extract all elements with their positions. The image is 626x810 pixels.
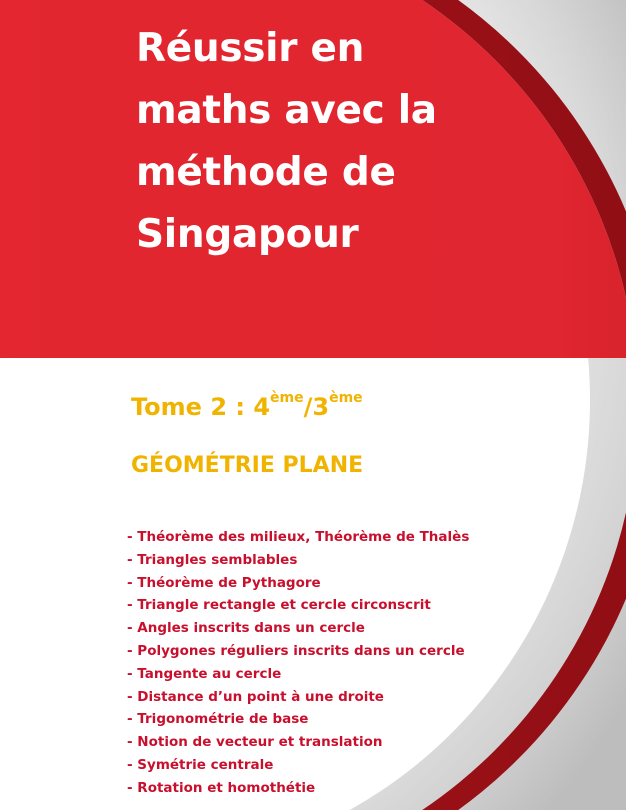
- topic-item: - Théorème des milieux, Théorème de Thalès: [127, 529, 470, 545]
- topic-item: - Distance d’un point à une droite: [127, 688, 384, 705]
- tome-label: [131, 392, 363, 422]
- tome-sup-1: ème: [270, 390, 304, 406]
- title-line-4: Singapour: [136, 212, 359, 257]
- topic-item: - Triangles semblables: [127, 551, 298, 568]
- title-line-3: méthode de: [136, 150, 396, 195]
- topic-item: - Angles inscrits dans un cercle: [127, 620, 365, 637]
- topic-item: - Polygones réguliers inscrits dans un cercle: [127, 642, 465, 659]
- book-subtitle: GÉOMÉTRIE PLANE: [131, 453, 364, 478]
- tome-sup-2: ème: [329, 390, 363, 406]
- tome-prefix: Tome 2 : 4: [131, 393, 271, 421]
- title-line-1: Réussir en: [136, 26, 365, 71]
- topic-item: - Rotation et homothétie: [127, 779, 316, 796]
- tome-middle: /3: [303, 393, 330, 421]
- topic-item: - Triangle rectangle et cercle circonscrit: [127, 597, 431, 614]
- topic-item: - Symétrie centrale: [127, 756, 274, 773]
- book-title: [136, 18, 536, 266]
- topic-item: - Notion de vecteur et translation: [127, 734, 383, 751]
- topic-item: - Théorème de Pythagore: [127, 574, 321, 591]
- title-line-2: maths avec la: [136, 88, 437, 133]
- topic-item: - Trigonométrie de base: [127, 711, 309, 728]
- topic-item: - Tangente au cercle: [127, 665, 282, 682]
- topic-list: [127, 526, 469, 800]
